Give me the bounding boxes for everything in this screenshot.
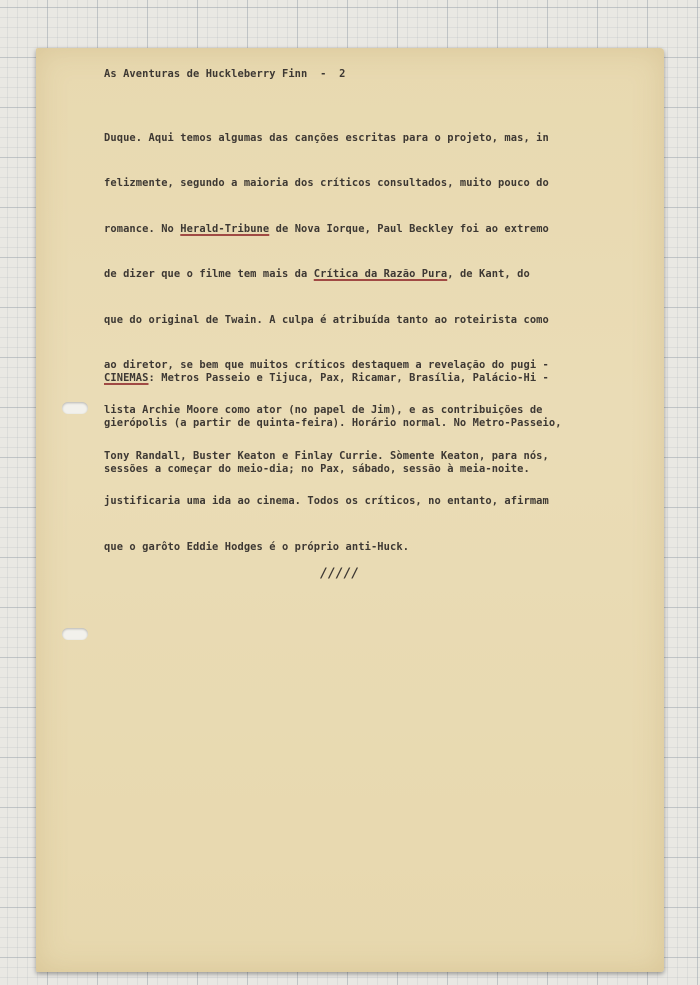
text-line: gierópolis (a partir de quinta-feira). Horário normal. No Metro-Passeio, [104,417,562,430]
page-header: As Aventuras de Huckleberry Finn - 2 [104,68,346,80]
text-line: de dizer que o filme tem mais da Crítica da Razão Pura, de Kant, do [104,268,530,281]
paragraph-cinemas [104,344,644,504]
text-line: que do original de Twain. A culpa é atribuída tanto ao roteirista como [104,313,549,326]
text-line: sessões a começar do meio-dia; no Pax, sábado, sessão à meia-noite. [104,462,530,475]
paper-sheet [36,48,664,972]
underlined-title-herald-tribune: Herald-Tribune [180,222,270,235]
underlined-title-critica: Crítica da Razão Pura [313,268,448,281]
text-line: ao diretor, se bem que muitos críticos destaquem a revelação do pugi - [104,358,549,371]
cinemas-label: CINEMAS [104,372,149,384]
punch-hole-top [62,402,88,414]
text-line: Duque. Aqui temos algumas das canções escritas para o projeto, mas, in [104,132,549,144]
end-mark: ///// [320,566,360,581]
punch-hole-bottom [62,628,88,640]
text-line: felizmente, segundo a maioria dos críticos consultados, muito pouco do [104,177,549,190]
text-line: lista Archie Moore como ator (no papel de Jim), e as contribuições de [104,404,543,417]
text-line: Tony Randall, Buster Keaton e Finlay Currie. Sòmente Keaton, para nós, [104,449,549,462]
text-line: romance. No Herald-Tribune de Nova Iorque, Paul Beckley foi ao extremo [104,222,549,235]
text-line: justificaria uma ida ao cinema. Todos os críticos, no entanto, afirmam [104,495,549,508]
paragraph-review [104,104,644,582]
text-line: CINEMAS: Metros Passeio e Tijuca, Pax, Ricamar, Brasília, Palácio-Hi - [104,372,549,384]
text-line: que o garôto Eddie Hodges é o próprio anti-Huck. [104,540,410,553]
